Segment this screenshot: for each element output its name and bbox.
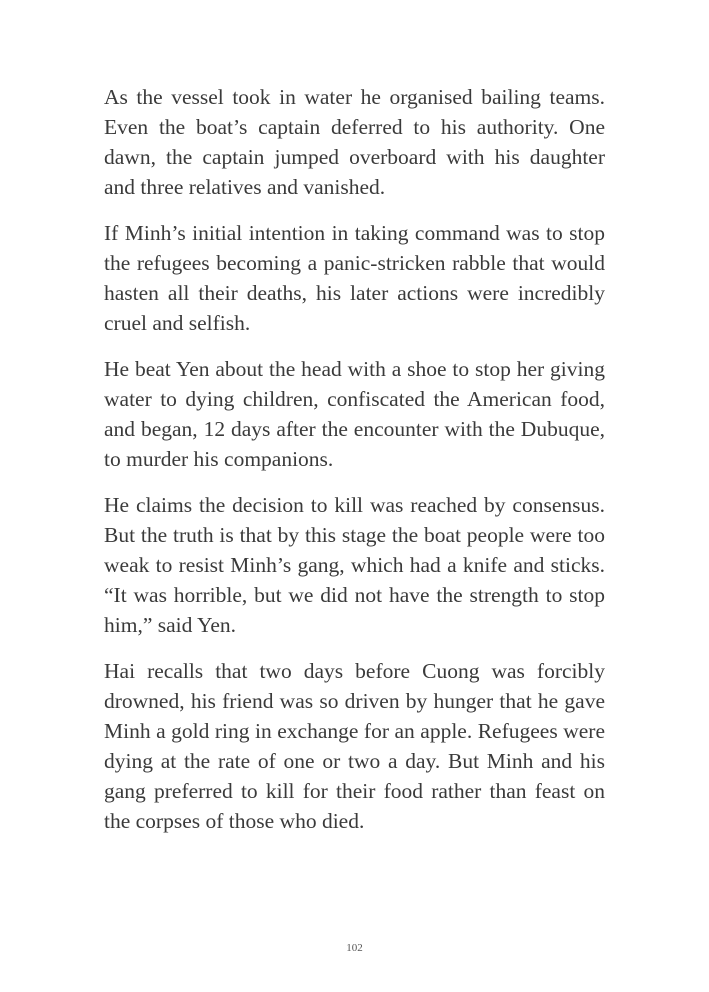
paragraph-3: He beat Yen about the head with a shoe to stop her giving water to dying children, confiscated the American food, and began, 12 days after the encounter with the Dubuque, to murder his companions. xyxy=(104,357,605,471)
paragraph-5: Hai recalls that two days before Cuong was forcibly drowned, his friend was so driven by hunger that he gave Minh a gold ring in exchange for an apple. Refugees were dying at the rate of one or two a day. But Minh and his gang preferred to kill for their food rather than feast on the corpses of those who died. xyxy=(104,659,605,833)
paragraph-2: If Minh’s initial intention in taking command was to stop the refugees becoming a panic-stricken rabble that would hasten all their deaths, his later actions were incredibly cruel and selfish. xyxy=(104,221,605,335)
page-number: 102 xyxy=(346,942,363,954)
paragraph-4: He claims the decision to kill was reached by consensus. But the truth is that by this stage the boat people were too weak to resist Minh’s gang, which had a knife and sticks. “It was horrible, but we did not have the strength to stop him,” said Yen. xyxy=(104,493,605,637)
paragraph-1: As the vessel took in water he organised bailing teams. Even the boat’s captain deferred to his authority. One dawn, the captain jumped overboard with his daughter and three relatives and vanished. xyxy=(104,85,605,199)
body-text xyxy=(104,82,605,852)
